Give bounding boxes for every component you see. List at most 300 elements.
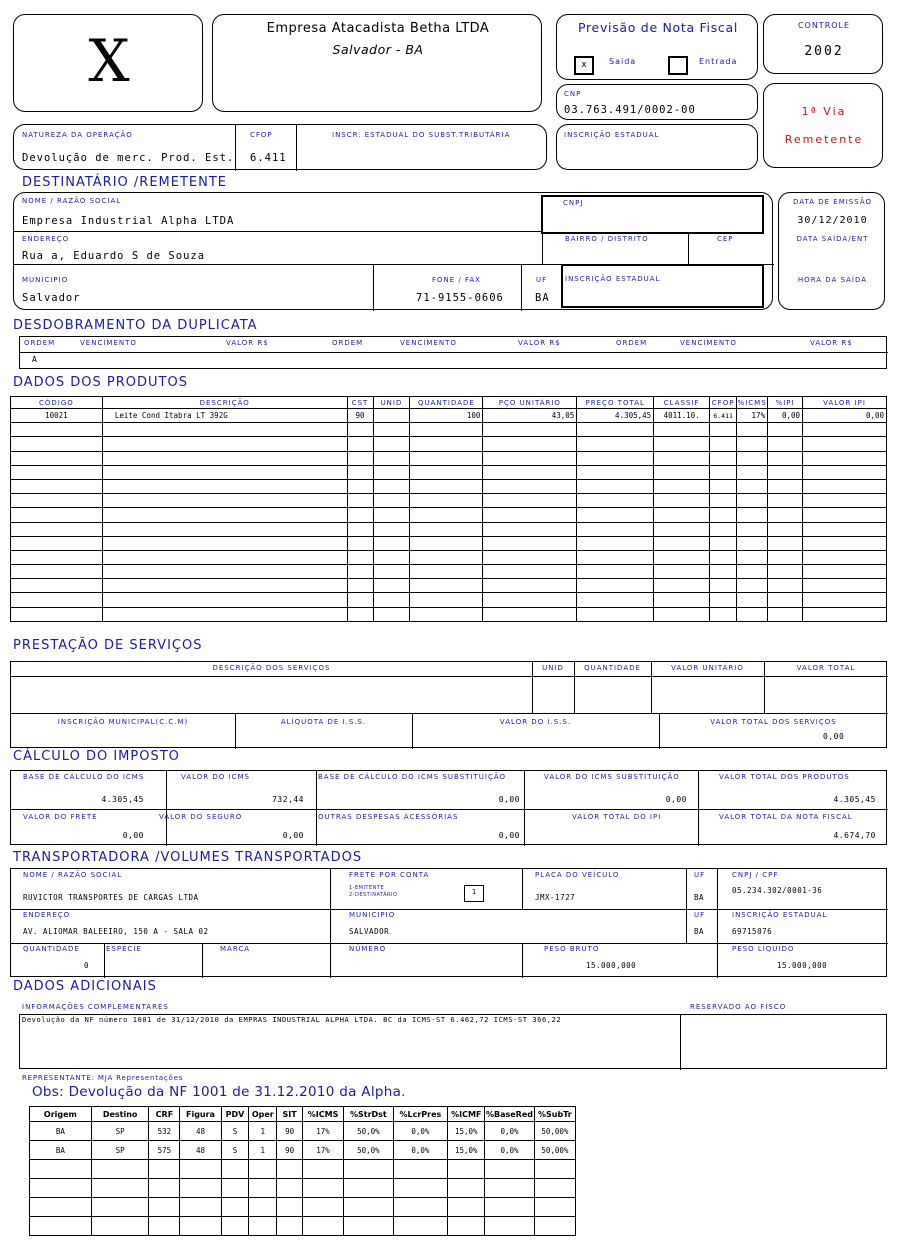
empty-cell [737, 536, 768, 550]
empty-cell [483, 565, 577, 579]
empty-cell [410, 437, 483, 451]
empty-cell [737, 522, 768, 536]
transp-cnpj-value: 05.234.302/0001-36 [732, 886, 823, 895]
empty-product-row [11, 437, 887, 451]
table-row [30, 1122, 576, 1141]
saida-checkbox[interactable] [574, 56, 594, 75]
empty-cell [11, 550, 103, 564]
empty-cell [410, 607, 483, 621]
transp-qtd-value: 0 [83, 961, 89, 970]
empty-cell [654, 536, 710, 550]
empty-cell [485, 1160, 534, 1179]
empty-cell [737, 479, 768, 493]
controle-label: CONTROLE [797, 21, 851, 30]
obs-cell: S [221, 1122, 249, 1141]
empty-cell [710, 536, 737, 550]
total-prod-label: VALOR TOTAL DOS PRODUTOS [719, 773, 850, 781]
serv-unid-label: UNID [542, 664, 564, 672]
empty-cell [737, 593, 768, 607]
empty-cell [410, 565, 483, 579]
empty-cell [803, 465, 887, 479]
empty-cell [803, 565, 887, 579]
empty-cell [11, 522, 103, 536]
empty-cell [654, 437, 710, 451]
obs-cell: 50,0% [344, 1141, 393, 1160]
empty-cell [483, 593, 577, 607]
table-row [11, 409, 887, 423]
empty-cell [654, 423, 710, 437]
empty-cell [373, 423, 410, 437]
obs-col-icmf: %ICMF [448, 1107, 485, 1122]
obs-cell: 48 [180, 1122, 221, 1141]
saida-mark: x [581, 60, 587, 70]
empty-cell [710, 437, 737, 451]
obs-cell: 532 [149, 1122, 180, 1141]
empty-cell [737, 451, 768, 465]
duplicata-table [19, 336, 887, 369]
data-emissao-value: 30/12/2010 [797, 215, 868, 226]
cell-preco-total: 4.305,45 [577, 409, 654, 423]
dup-header-venc-2: VENCIMENTO [400, 339, 457, 347]
transp-frete-box[interactable] [464, 885, 484, 902]
empty-cell [102, 494, 347, 508]
seguro-label: VALOR DO SEGURO [159, 813, 243, 821]
empty-cell [577, 536, 654, 550]
cell-codigo: 10021 [11, 409, 103, 423]
obs-cell: 0,0% [393, 1141, 448, 1160]
empty-cell [768, 494, 803, 508]
nota-value: 4.674,70 [833, 831, 876, 840]
cfop-label: CFOP [250, 131, 273, 139]
empty-cell [710, 479, 737, 493]
dest-ie-label: INSCRIÇÃO ESTADUAL [565, 275, 661, 283]
empty-obs-row [30, 1198, 576, 1217]
col-descricao: DESCRIÇÃO [102, 397, 347, 409]
empty-cell [483, 451, 577, 465]
empty-cell [91, 1198, 149, 1217]
empty-cell [737, 579, 768, 593]
empty-cell [30, 1217, 92, 1236]
empty-cell [11, 508, 103, 522]
empty-cell [577, 508, 654, 522]
empty-cell [347, 437, 373, 451]
cell-classif: 4011.10. [654, 409, 710, 423]
empty-cell [485, 1217, 534, 1236]
dup-header-ordem-2: ORDEM [332, 339, 364, 347]
empty-cell [768, 593, 803, 607]
empty-cell [577, 451, 654, 465]
empty-cell [410, 508, 483, 522]
cell-cfop: 6.411 [710, 409, 737, 423]
transp-qtd-label: QUANTIDADE [23, 945, 80, 953]
empty-cell [710, 508, 737, 522]
transp-especie-label: ESPÉCIE [106, 945, 142, 953]
dup-header-valor-2: VALOR R$ [518, 339, 561, 347]
empty-cell [410, 494, 483, 508]
empty-cell [534, 1179, 575, 1198]
empty-cell [448, 1198, 485, 1217]
empty-cell [221, 1198, 249, 1217]
empty-cell [768, 550, 803, 564]
entrada-checkbox[interactable] [668, 56, 688, 75]
transp-ie-label: INSCRIÇÃO ESTADUAL [732, 911, 828, 919]
empty-cell [710, 494, 737, 508]
empty-cell [448, 1217, 485, 1236]
empty-cell [102, 451, 347, 465]
empty-cell [710, 550, 737, 564]
via-line2: Remetente [784, 133, 864, 146]
empty-cell [180, 1217, 221, 1236]
empty-cell [102, 508, 347, 522]
serv-vts-label: VALOR TOTAL DOS SERVIÇOS [710, 718, 837, 726]
empty-cell [347, 465, 373, 479]
empty-cell [373, 536, 410, 550]
empty-cell [373, 607, 410, 621]
empty-cell [448, 1160, 485, 1179]
dest-nome-value: Empresa Industrial Alpha LTDA [22, 215, 235, 227]
duplicata-title: DESDOBRAMENTO DA DUPLICATA [13, 318, 258, 333]
empty-cell [30, 1179, 92, 1198]
empty-cell [11, 423, 103, 437]
transp-peso-bruto-value: 15.000,000 [586, 961, 637, 970]
obs-cell: 1 [249, 1141, 277, 1160]
empty-cell [373, 508, 410, 522]
empty-cell [393, 1217, 448, 1236]
via-box [763, 83, 883, 168]
empty-obs-row [30, 1179, 576, 1198]
empty-cell [102, 593, 347, 607]
natureza-label: NATUREZA DA OPERAÇÃO [22, 131, 133, 139]
empty-cell [373, 579, 410, 593]
company-box [212, 14, 542, 112]
empty-cell [347, 479, 373, 493]
obs-col-lcrpres: %LcrPres [393, 1107, 448, 1122]
empty-cell [149, 1217, 180, 1236]
dest-uf-value: BA [535, 292, 550, 304]
transp-uf2-value: BA [694, 927, 705, 936]
obs-cell: 90 [277, 1122, 303, 1141]
empty-cell [654, 451, 710, 465]
empty-cell [302, 1198, 343, 1217]
empty-obs-row [30, 1160, 576, 1179]
empty-cell [803, 508, 887, 522]
empty-cell [373, 437, 410, 451]
empty-cell [410, 522, 483, 536]
empty-cell [102, 522, 347, 536]
empty-obs-row [30, 1217, 576, 1236]
obs-col-crf: CRF [149, 1107, 180, 1122]
transp-endereco-label: ENDEREÇO [23, 911, 71, 919]
obs-cell: 17% [302, 1122, 343, 1141]
outras-label: OUTRAS DESPESAS ACESSÓRIAS [318, 813, 459, 821]
empty-cell [768, 437, 803, 451]
cnpj-emitente-value: 03.763.491/0002-00 [564, 104, 696, 116]
empty-cell [347, 550, 373, 564]
col-classif: CLASSIF [654, 397, 710, 409]
cnpj-emitente-box [556, 84, 758, 120]
obs-col-figura: Figura [180, 1107, 221, 1122]
col-ipi: %IPI [768, 397, 803, 409]
empty-cell [11, 579, 103, 593]
empty-cell [768, 522, 803, 536]
empty-cell [483, 508, 577, 522]
empty-cell [577, 423, 654, 437]
empty-product-row [11, 593, 887, 607]
empty-cell [373, 494, 410, 508]
empty-product-row [11, 465, 887, 479]
obs-cell: 0,0% [485, 1141, 534, 1160]
empty-cell [102, 437, 347, 451]
empty-cell [483, 550, 577, 564]
produtos-header-row [11, 397, 887, 409]
empty-cell [485, 1198, 534, 1217]
cnpj-emitente-label: CNP [564, 90, 582, 98]
obs-cell: BA [30, 1141, 92, 1160]
obs-cell: 0,0% [485, 1122, 534, 1141]
empty-cell [277, 1179, 303, 1198]
obs-col-pdv: PDV [221, 1107, 249, 1122]
transp-marca-label: MARCA [220, 945, 251, 953]
base-sub-label: BASE DE CÁLCULO DO ICMS SUBSTITUIÇÃO [318, 773, 507, 781]
empty-cell [577, 479, 654, 493]
empty-cell [803, 437, 887, 451]
empty-cell [485, 1179, 534, 1198]
transp-placa-value: JMX-1727 [535, 893, 576, 902]
imposto-title: CÁLCULO DO IMPOSTO [13, 749, 180, 764]
empty-cell [393, 1160, 448, 1179]
doc-title: Previsão de Nota Fiscal [577, 20, 739, 35]
empty-cell [344, 1198, 393, 1217]
empty-cell [654, 508, 710, 522]
serv-aliq-label: ALÍQUOTA DE I.S.S. [280, 718, 367, 726]
dest-fone-value: 71-9155-0606 [416, 292, 504, 304]
empty-cell [11, 494, 103, 508]
empty-product-row [11, 494, 887, 508]
dup-header-valor-3: VALOR R$ [810, 339, 853, 347]
empty-cell [102, 536, 347, 550]
info-value: Devolução da NF número 1001 de 31/12/2010 da EMPRAS INDUSTRIAL ALPHA LTDA. BC da ICMS-ST 6.462,72 ICMS-ST 366,22 [22, 1016, 562, 1024]
empty-cell [654, 565, 710, 579]
empty-product-row [11, 565, 887, 579]
empty-cell [410, 550, 483, 564]
empty-cell [803, 494, 887, 508]
dup-header-venc-3: VENCIMENTO [680, 339, 737, 347]
empty-cell [102, 423, 347, 437]
empty-cell [577, 607, 654, 621]
dest-cnpj-field[interactable] [541, 195, 764, 234]
empty-cell [534, 1160, 575, 1179]
transp-uf2-label: UF [694, 911, 706, 919]
empty-cell [30, 1198, 92, 1217]
obs-cell: 1 [249, 1122, 277, 1141]
operacao-box [13, 124, 547, 170]
serv-vunit-label: VALOR UNITÁRIO [671, 664, 744, 672]
transp-peso-liq-value: 15.000,000 [777, 961, 828, 970]
empty-cell [654, 479, 710, 493]
empty-cell [803, 479, 887, 493]
empty-cell [577, 522, 654, 536]
datas-box [778, 192, 885, 310]
empty-cell [483, 479, 577, 493]
empty-product-row [11, 423, 887, 437]
empty-cell [347, 451, 373, 465]
valor-sub-value: 0,00 [665, 795, 687, 804]
empty-cell [102, 479, 347, 493]
obs-cell: 50,00% [534, 1122, 575, 1141]
empty-product-row [11, 522, 887, 536]
dest-endereco-label: ENDEREÇO [22, 235, 70, 243]
empty-cell [410, 423, 483, 437]
transp-uf-label: UF [694, 871, 706, 879]
empty-cell [768, 565, 803, 579]
empty-cell [102, 607, 347, 621]
empty-cell [534, 1198, 575, 1217]
empty-cell [654, 607, 710, 621]
transp-frete-label: FRETE POR CONTA [349, 871, 430, 879]
empty-cell [11, 593, 103, 607]
dest-municipio-value: Salvador [22, 292, 81, 304]
empty-cell [803, 423, 887, 437]
obs-cell: 50,0% [344, 1122, 393, 1141]
obs-cell: 15,0% [448, 1122, 485, 1141]
obs-cell: SP [91, 1141, 149, 1160]
empty-cell [302, 1217, 343, 1236]
empty-product-row [11, 479, 887, 493]
dest-municipio-label: MUNICIPIO [22, 276, 69, 284]
empty-cell [221, 1179, 249, 1198]
empty-cell [249, 1160, 277, 1179]
empty-cell [344, 1217, 393, 1236]
transp-ie-value: 69715076 [732, 927, 773, 936]
hora-saida-label: HORA DA SAÍDA [797, 276, 868, 284]
empty-cell [410, 536, 483, 550]
dest-uf-label: UF [536, 276, 548, 284]
empty-cell [768, 451, 803, 465]
cell-unid [373, 409, 410, 423]
valor-sub-label: VALOR DO ICMS SUBSTITUIÇÃO [544, 773, 680, 781]
empty-cell [577, 494, 654, 508]
dest-ie-field[interactable] [561, 264, 764, 308]
obs-table [29, 1106, 576, 1236]
empty-product-row [11, 579, 887, 593]
col-preco-total: PREÇO TOTAL [577, 397, 654, 409]
transp-numero-label: NÚMERO [349, 945, 387, 953]
adicionais-title: DADOS ADICIONAIS [13, 979, 157, 994]
empty-cell [91, 1217, 149, 1236]
dup-first-value: A [32, 355, 38, 364]
empty-cell [710, 593, 737, 607]
empty-cell [768, 508, 803, 522]
empty-cell [483, 437, 577, 451]
empty-product-row [11, 508, 887, 522]
empty-cell [803, 593, 887, 607]
empty-cell [654, 550, 710, 564]
empty-cell [373, 550, 410, 564]
dup-header-venc-1: VENCIMENTO [80, 339, 137, 347]
cell-icms: 17% [737, 409, 768, 423]
col-cfop: CFOP [710, 397, 737, 409]
transp-cnpj-label: CNPJ / CPF [732, 871, 779, 879]
empty-cell [180, 1179, 221, 1198]
cell-valor-ipi: 0,00 [803, 409, 887, 423]
total-prod-value: 4.305,45 [833, 795, 876, 804]
empty-cell [768, 579, 803, 593]
cell-descricao: Leite Cond Itabra LT 392G [102, 409, 347, 423]
dup-header-ordem-1: ORDEM [24, 339, 56, 347]
controle-value: 2002 [804, 44, 844, 59]
empty-cell [347, 536, 373, 550]
empty-cell [91, 1179, 149, 1198]
fisco-label: RESERVADO AO FISCO [690, 1003, 787, 1011]
obs-cell: 15,0% [448, 1141, 485, 1160]
empty-cell [277, 1160, 303, 1179]
servicos-box [10, 661, 887, 748]
logo-box [13, 14, 203, 112]
empty-cell [302, 1160, 343, 1179]
empty-cell [149, 1198, 180, 1217]
empty-cell [737, 437, 768, 451]
empty-cell [710, 579, 737, 593]
empty-cell [577, 565, 654, 579]
obs-col-destino: Destino [91, 1107, 149, 1122]
empty-cell [768, 465, 803, 479]
dest-cep-label: CEP [717, 235, 734, 243]
via-line1: 1ª Via [801, 105, 847, 118]
serv-vts-value: 0,00 [823, 732, 845, 741]
obs-col-origem: Origem [30, 1107, 92, 1122]
ie-emitente-label: INSCRIÇÃO ESTADUAL [564, 131, 660, 139]
empty-cell [534, 1217, 575, 1236]
obs-cell: SP [91, 1122, 149, 1141]
transp-nome-label: NOME / RAZÃO SOCIAL [23, 871, 123, 879]
empty-cell [483, 494, 577, 508]
transp-peso-bruto-label: PESO BRUTO [544, 945, 600, 953]
doc-title-box [556, 14, 758, 80]
ie-subst-label: INSCR. ESTADUAL DO SUBST.TRIBUTÁRIA [332, 131, 511, 139]
empty-cell [737, 508, 768, 522]
empty-cell [410, 593, 483, 607]
info-label: INFORMAÇÕES COMPLEMENTARES [22, 1003, 169, 1011]
cfop-value: 6.411 [250, 152, 287, 164]
empty-cell [347, 607, 373, 621]
obs-cell: 0,0% [393, 1122, 448, 1141]
empty-cell [180, 1198, 221, 1217]
transp-uf-value: BA [694, 893, 705, 902]
dup-header-ordem-3: ORDEM [616, 339, 648, 347]
data-saida-label: DATA SAÍDA/ENT [796, 235, 869, 243]
obs-cell: 575 [149, 1141, 180, 1160]
destinatario-title: DESTINATÁRIO /REMETENTE [22, 175, 228, 190]
empty-cell [737, 550, 768, 564]
transportadora-box [10, 868, 887, 977]
empty-cell [768, 479, 803, 493]
empty-cell [373, 565, 410, 579]
obs-col-icms: %ICMS [302, 1107, 343, 1122]
company-city: Salvador - BA [332, 42, 424, 57]
empty-cell [483, 536, 577, 550]
cell-ipi: 0,00 [768, 409, 803, 423]
outras-value: 0,00 [498, 831, 520, 840]
dest-endereco-value: Rua a, Eduardo S de Souza [22, 250, 206, 262]
empty-cell [768, 607, 803, 621]
obs-cell: 48 [180, 1141, 221, 1160]
empty-cell [577, 593, 654, 607]
empty-cell [221, 1160, 249, 1179]
empty-cell [654, 593, 710, 607]
empty-cell [710, 522, 737, 536]
cell-pco-unitario: 43,05 [483, 409, 577, 423]
empty-cell [149, 1160, 180, 1179]
